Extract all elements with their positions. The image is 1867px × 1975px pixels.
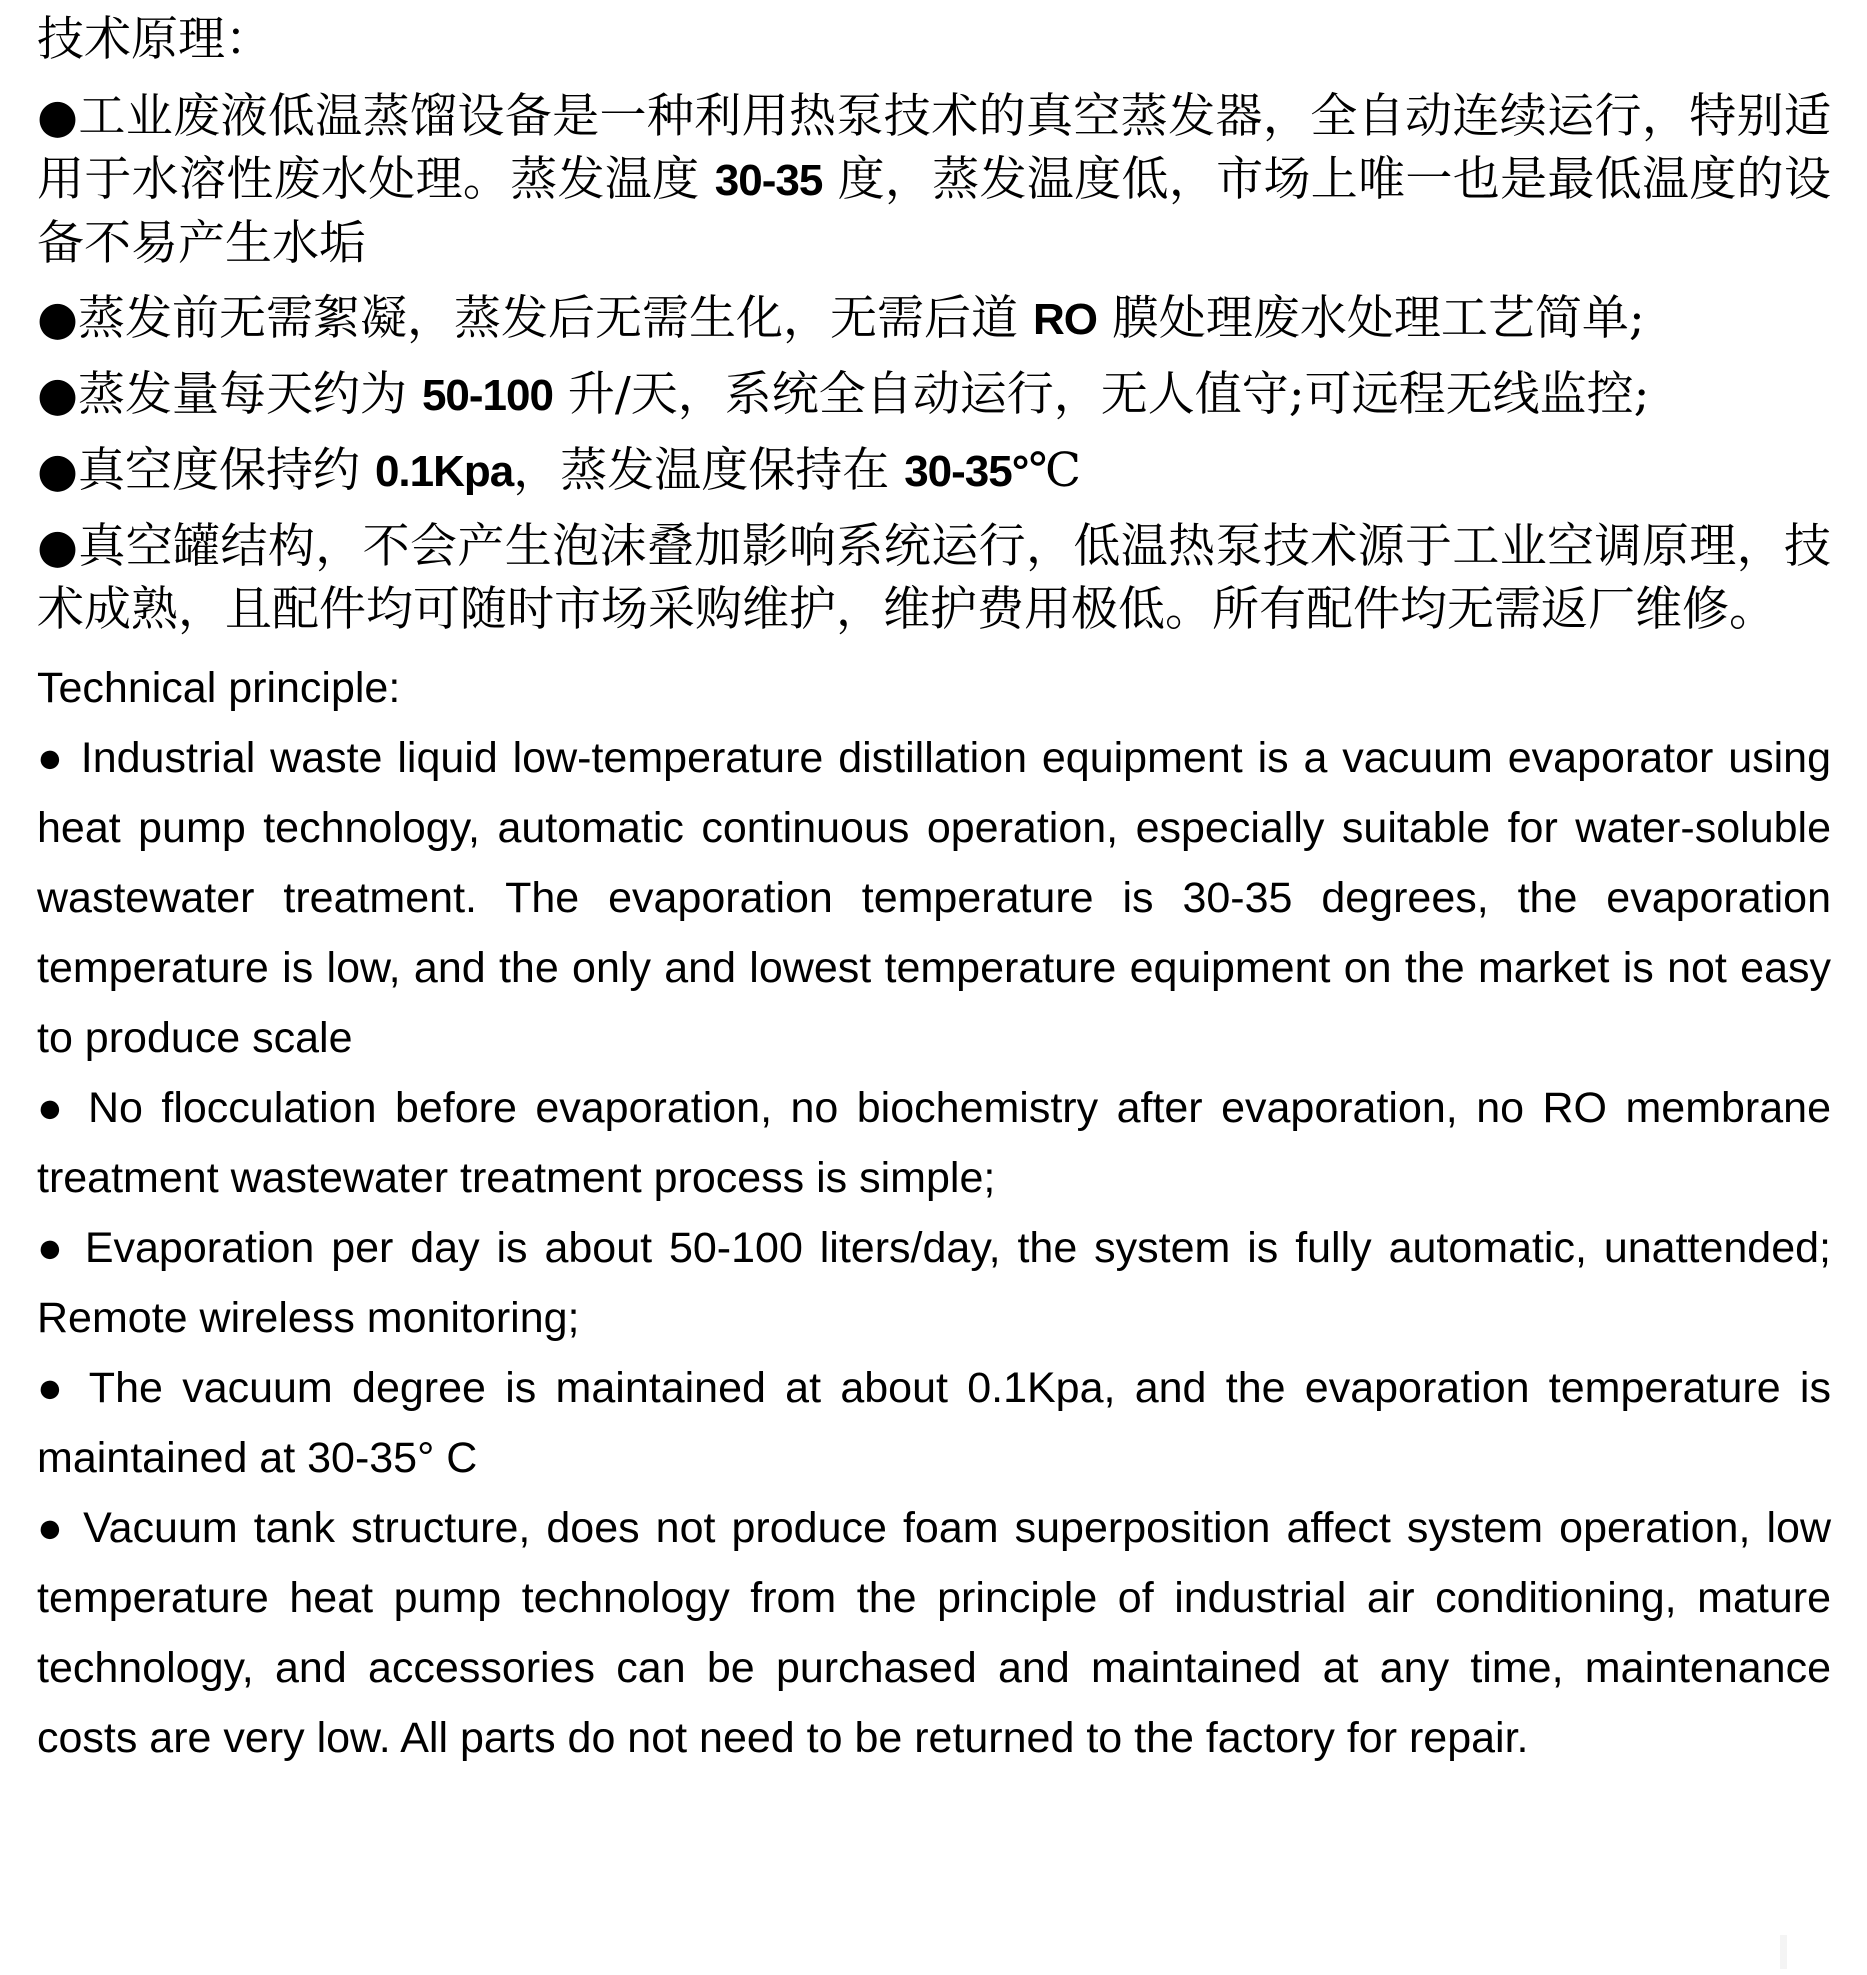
english-bullet-2: ● No flocculation before evaporation, no biochemistry after evaporation, no RO membrane treatment wastewater treatment process is simple;: [37, 1084, 1831, 1202]
latin-text-run: 30-35: [714, 156, 823, 205]
cjk-text-run: ℃: [1028, 443, 1081, 498]
chinese-bullet-1: [37, 85, 1831, 275]
cjk-text-run: ●真空度保持约: [37, 443, 375, 498]
english-bullet-4: ● The vacuum degree is maintained at about 0.1Kpa, and the evaporation temperature is maintained at 30-35° C: [37, 1364, 1831, 1482]
english-bullet-5: ● Vacuum tank structure, does not produce foam superposition affect system operation, low temperature heat pump technology from the principle of industrial air conditioning, mature technology, and accessories can be purchased and maintained at any time, maintenance costs are very low. All parts do not need to be returned to the factory for repair.: [37, 1504, 1831, 1762]
latin-text-run: RO: [1032, 295, 1097, 344]
cjk-text-run: 度，蒸发温度低，市场上唯一也是最低温度的设备不易产生水垢: [37, 152, 1831, 271]
chinese-bullet-2: [37, 287, 1831, 351]
english-heading: Technical principle:: [37, 664, 401, 712]
cjk-text-run: ，蒸发温度保持在: [513, 443, 905, 498]
chinese-section: [37, 8, 1831, 641]
chinese-bullet-5: [37, 515, 1831, 641]
chinese-bullet-4: [37, 439, 1831, 503]
scrollbar-artifact: [1780, 1935, 1787, 1969]
cjk-text-run: ●真空罐结构，不会产生泡沫叠加影响系统运行，低温热泵技术源于工业空调原理，技术成熟，且配件均可随时市场采购维护，维护费用极低。所有配件均无需返厂维修。: [37, 519, 1831, 637]
chinese-bullet-3: [37, 363, 1831, 427]
english-bullet-3: ● Evaporation per day is about 50-100 liters/day, the system is fully automatic, unattended; Remote wireless monitoring;: [37, 1224, 1831, 1342]
cjk-text-run: ●工业废液低温蒸馏设备是一种利用热泵技术的真空蒸发器，全自动连续运行，特别适用于水溶性废水处理。蒸发温度: [37, 89, 1831, 207]
latin-text-run: 0.1Kpa: [374, 447, 514, 496]
cjk-text-run: 膜处理废水处理工艺简单;: [1096, 291, 1645, 346]
chinese-heading: 技术原理：: [37, 12, 272, 67]
latin-text-run: 30-35°: [904, 447, 1029, 496]
cjk-text-run: ●蒸发量每天约为: [37, 367, 422, 422]
latin-text-run: 50-100: [421, 371, 553, 420]
english-section: [37, 653, 1831, 1773]
cjk-text-run: ●蒸发前无需絮凝，蒸发后无需生化，无需后道: [37, 291, 1033, 346]
cjk-text-run: 升/天，系统全自动运行，无人值守;可远程无线监控;: [552, 367, 1650, 422]
english-bullet-1: ● Industrial waste liquid low-temperature distillation equipment is a vacuum evaporator using heat pump technology, automatic continuous operation, especially suitable for water-soluble wastewater treatment. The evaporation temperature is 30-35 degrees, the evaporation temperature is low, and the only and lowest temperature equipment on the market is not easy to produce scale: [37, 734, 1831, 1062]
